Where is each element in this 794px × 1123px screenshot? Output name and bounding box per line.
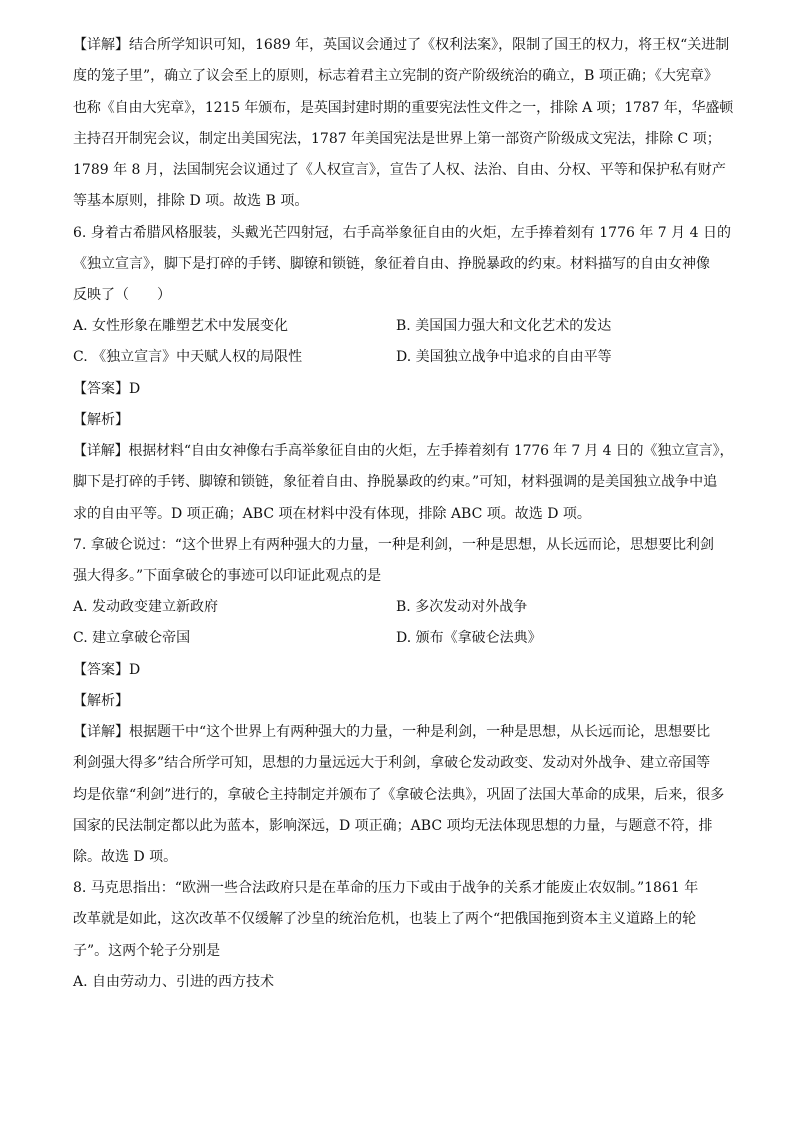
q7-detail-line: 国家的民法制定都以此为蓝本，影响深远，D 项正确；ABC 项均无法体现思想的力量，与题意不符，排 [73,818,713,834]
q6-stem-line: 《独立宣言》，脚下是打碎的手铐、脚镣和锁链，象征着自由、挣脱暴政的约束。材料描写的自由女神像 [73,256,710,272]
prev-detail-line: 等基本原则，排除 D 项。故选 B 项。 [73,193,309,209]
q7-detail-line: 【详解】根据题干中“这个世界上有两种强大的力量，一种是利剑，一种是思想，从长远而论，思想要比 [73,724,711,740]
q7-option-b: B. 多次发动对外战争 [396,599,528,615]
q7-option-c: C. 建立拿破仑帝国 [73,630,191,646]
q7-option-a: A. 发动政变建立新政府 [73,599,219,615]
q7-answer: 【答案】D [73,662,141,678]
q6-detail-line: 求的自由平等。D 项正确；ABC 项在材料中没有体现，排除 ABC 项。故选 D 项。 [73,506,591,522]
q8-stem-line: 8. 马克思指出：“欧洲一些合法政府只是在革命的压力下或由于战争的关系才能废止农奴制。”1861 年 [73,880,699,896]
q7-stem-line: 强大得多。”下面拿破仑的事迹可以印证此观点的是 [73,568,382,584]
q7-analysis-label: 【解析】 [73,693,129,709]
q6-option-d: D. 美国独立战争中追求的自由平等 [396,349,612,365]
q8-stem-line: 改革就是如此，这次改革不仅缓解了沙皇的统治危机，也装上了两个“把俄国拖到资本主义道路上的轮 [73,911,697,927]
q6-detail-line: 【详解】根据材料“自由女神像右手高举象征自由的火炬，左手捧着刻有 1776 年 7 月 4 日的《独立宣言》， [73,443,734,459]
q6-stem-line: 反映了（ ） [73,287,171,303]
q8-stem-line: 子”。这两个轮子分别是 [73,943,221,959]
prev-detail-line: 度的笼子里”，确立了议会至上的原则，标志着君主立宪制的资产阶级统治的确立，B 项正确；《大宪章》 [73,68,718,84]
prev-detail-line: 也称《自由大宪章》，1215 年颁布，是英国封建时期的重要宪法性文件之一，排除 A 项；1787 年，华盛顿 [73,100,734,116]
q7-option-d: D. 颁布《拿破仑法典》 [396,630,542,646]
q6-option-a: A. 女性形象在雕塑艺术中发展变化 [73,318,289,334]
prev-detail-line: 【详解】结合所学知识可知，1689 年，英国议会通过了《权利法案》，限制了国王的权力，将王权“关进制 [73,37,730,53]
q8-option-a: A. 自由劳动力、引进的西方技术 [73,974,275,990]
q6-stem-line: 6. 身着古希腊风格服装，头戴光芒四射冠，右手高举象征自由的火炬，左手捧着刻有 1776 年 7 月 4 日的 [73,225,731,241]
q6-option-c: C. 《独立宣言》中天赋人权的局限性 [73,349,303,365]
prev-detail-line: 1789 年 8 月，法国制宪会议通过了《人权宣言》，宣告了人权、法治、自由、分权、平等和保护私有财产 [73,162,726,178]
q7-stem-line: 7. 拿破仑说过：“这个世界上有两种强大的力量，一种是利剑，一种是思想，从长远而论，思想要比利剑 [73,537,714,553]
q6-answer: 【答案】D [73,381,141,397]
q7-detail-line: 均是依靠“利剑”进行的，拿破仑主持制定并颁布了《拿破仑法典》，巩固了法国大革命的成果，后来，很多 [73,787,725,803]
q6-option-b: B. 美国国力强大和文化艺术的发达 [396,318,612,334]
prev-detail-line: 主持召开制宪会议，制定出美国宪法，1787 年美国宪法是世界上第一部资产阶级成文宪法，排除 C 项； [73,131,721,147]
q6-analysis-label: 【解析】 [73,412,129,428]
q6-detail-line: 脚下是打碎的手铐、脚镣和锁链，象征着自由、挣脱暴政的约束。”可知，材料强调的是美国独立战争中追 [73,474,718,490]
q7-detail-line: 除。故选 D 项。 [73,849,178,865]
q7-detail-line: 利剑强大得多”结合所学可知，思想的力量远远大于利剑，拿破仑发动政变、发动对外战争、建立帝国等 [73,755,711,771]
